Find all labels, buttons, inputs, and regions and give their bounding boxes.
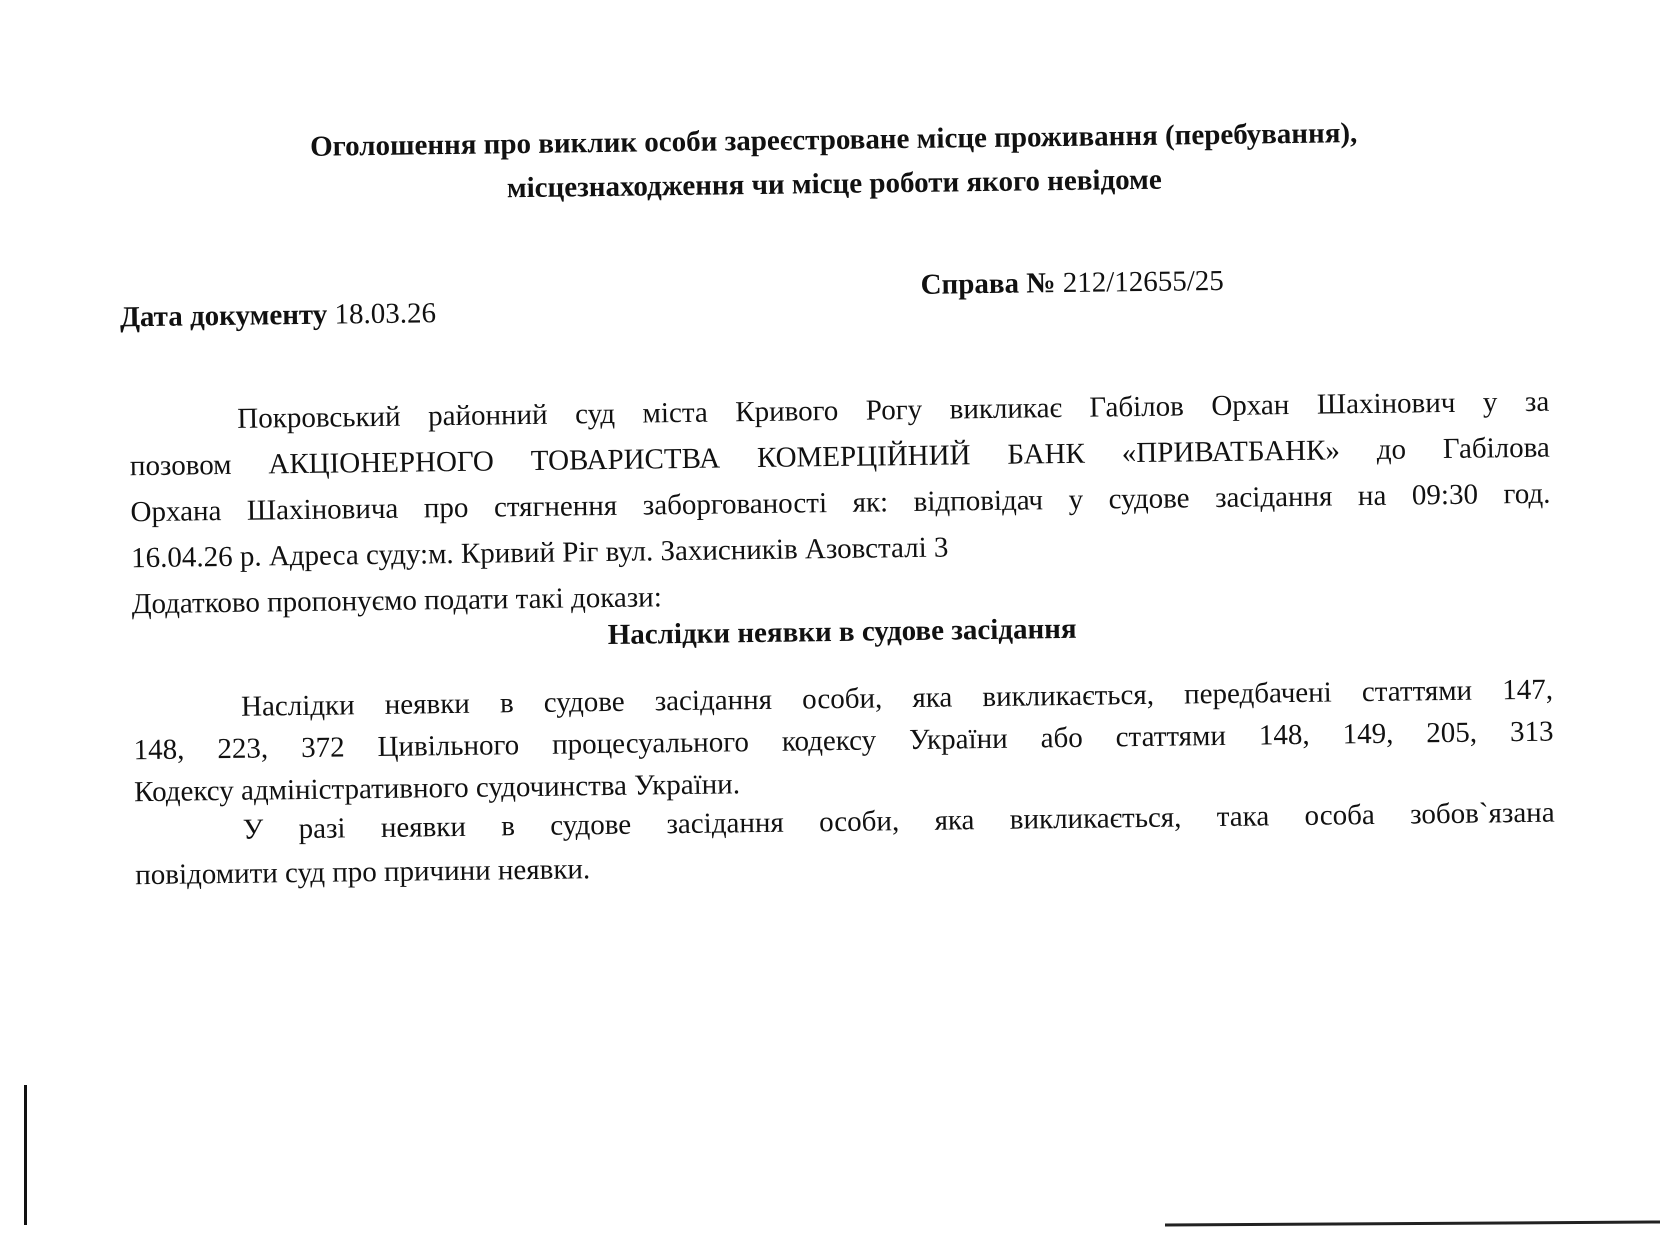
- consequences-line: 148, 223, 372 Цивільного процесуального кодексу України або статтями 148, 149, 205, 313: [133, 715, 1554, 767]
- non-appearance-paragraph: [134, 791, 1555, 898]
- document-date-value: 18.03.26: [334, 297, 437, 331]
- document-date: [120, 295, 437, 335]
- summons-paragraph: [129, 379, 1552, 628]
- case-number-value: 212/12655/25: [1062, 264, 1225, 300]
- consequences-line: Наслідки неявки в судове засідання особи, яка викликається, передбачені статтями 147,: [240, 673, 1554, 723]
- document-date-label: Дата документу: [119, 298, 328, 334]
- document-title-line-1: Оголошення про виклик особи зареєстроване місце проживання (перебування),: [309, 117, 1358, 163]
- non-appearance-line: У разі неявки в судове засідання особи, яка викликається, така особа зобов`язана: [242, 796, 1555, 846]
- summons-line: 16.04.26 р. Адреса суду:м. Кривий Ріг вул. Захисників Азовсталі 3: [130, 531, 949, 575]
- consequences-line: Кодексу адміністративного судочинства України.: [133, 768, 741, 809]
- case-number: [920, 263, 1224, 303]
- document-title-line-2: місцезнаходження чи місце роботи якого невідоме: [506, 163, 1162, 205]
- consequences-heading: Наслідки неявки в судове засідання: [607, 612, 1077, 651]
- summons-line: позовом АКЦІОНЕРНОГО ТОВАРИСТВА КОМЕРЦІЙНИЙ БАНК «ПРИВАТБАНК» до Габілова: [129, 431, 1551, 483]
- non-appearance-line: повідомити суд про причини неявки.: [135, 853, 591, 892]
- consequences-paragraph: [133, 669, 1555, 814]
- case-number-label: Справа №: [920, 267, 1056, 301]
- summons-line: Покровський районний суд міста Кривого Рогу викликає Габілов Орхан Шахінович у за: [237, 385, 1550, 435]
- scan-margin-line: [24, 1085, 27, 1225]
- summons-line: Орхана Шахіновича про стягнення заборгованості як: відповідач у судове засідання на 09:30 год.: [130, 477, 1551, 529]
- evidence-request-line: Додатково пропонуємо подати такі докази:: [131, 581, 662, 621]
